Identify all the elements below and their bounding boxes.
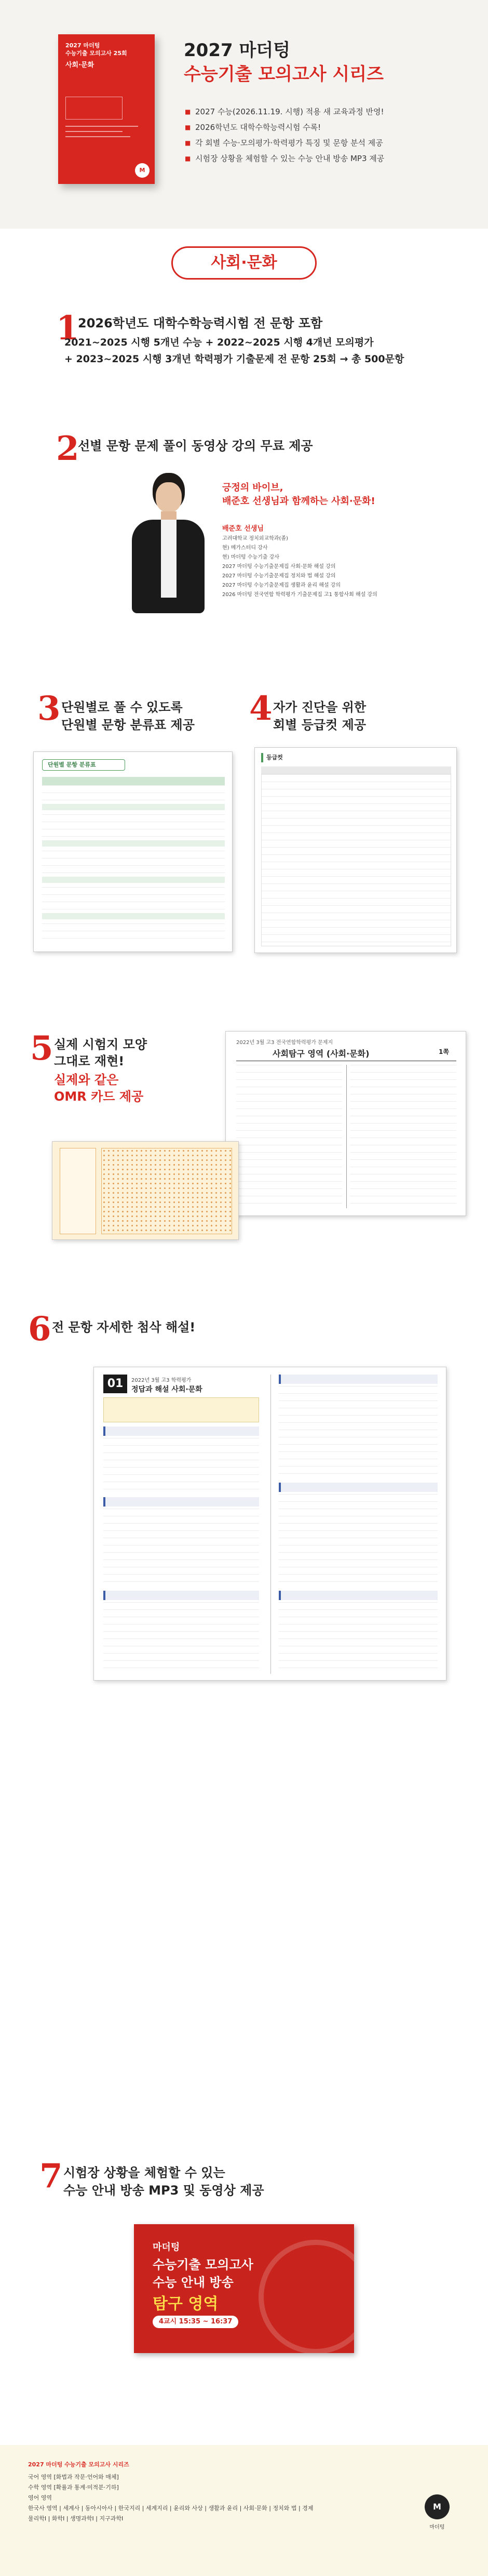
title-line: 자가 진단을 위한 [273, 700, 366, 715]
title-line: 시험장 상황을 체험할 수 있는 [63, 2165, 225, 2180]
section-body-line: + 2023~2025 시행 3개년 학력평가 기출문제 전 문항 25회 → 총 500문항 [64, 353, 404, 365]
teacher-info-item: 현) 메가스터디 강사 [222, 545, 268, 551]
book-cover-line [65, 131, 123, 132]
brand-logo-text: 마더텅 [429, 2525, 445, 2530]
footer-line: 물리학Ⅰ | 화학Ⅰ | 생명과학Ⅰ | 지구과학Ⅰ [28, 2515, 124, 2522]
section-number: 7 [39, 2157, 63, 2196]
table-group-row [42, 840, 225, 847]
explanation-text [279, 1494, 438, 1588]
brand-logo-icon: M [425, 2494, 450, 2519]
exam-page: 1쪽 [439, 1048, 449, 1055]
exam-header: 2022년 3월 고3 전국연합학력평가 문제지 [236, 1040, 333, 1046]
exam-title: 사회탐구 영역 (사회·문화) [273, 1049, 370, 1059]
question-bar [103, 1497, 259, 1507]
section-title [273, 698, 366, 734]
classification-table-card [33, 751, 233, 952]
answer-table [103, 1397, 259, 1422]
grade-cut-card [254, 747, 457, 953]
feature-item: ■ 2027 수능(2026.11.19. 시행) 적용 새 교육과정 반영! [185, 104, 384, 120]
book-subject: 사회·문화 [65, 61, 94, 69]
teacher-quote [222, 481, 375, 508]
solution-number: 01 [103, 1375, 127, 1393]
divider [346, 1065, 347, 1208]
table-group-row [42, 877, 225, 883]
footer-title: 2027 마더텅 수능기출 모의고사 시리즈 [28, 2461, 129, 2468]
footer-line: 영어 영역 [28, 2494, 52, 2501]
poster-brand: 마더텅 [153, 2242, 180, 2253]
teacher-info-item: 2027 마더텅 수능기출문제집 생활과 윤리 해설 강의 [222, 583, 341, 588]
section-title [63, 2164, 264, 2199]
book-cover-line [65, 136, 130, 137]
subject-pill: 사회·문화 [171, 246, 317, 280]
title-line: 단원별 문항 분류표 제공 [61, 718, 195, 732]
card-title: 등급컷 [261, 753, 303, 762]
solution-card [93, 1367, 446, 1681]
feature-item: ■ 2026학년도 대학수학능력시험 수록! [185, 120, 384, 135]
exam-column-left [236, 1065, 342, 1208]
clock-icon [259, 2240, 354, 2353]
title-line: OMR 카드 제공 [54, 1089, 144, 1104]
book-badge: 2027 마더텅 수능기출 모의고사 25회 [65, 42, 127, 57]
footer-line: 한국사 영역 | 세계사 | 동아시아사 | 한국지리 | 세계지리 | 윤리와 사상 | 생활과 윤리 | 사회·문화 | 정치와 법 | 경제 [28, 2505, 314, 2512]
section-number: 4 [249, 689, 273, 728]
title-line: 실제와 같은 [54, 1073, 119, 1087]
explanation-text [279, 1602, 438, 1675]
section-title [54, 1036, 147, 1105]
section-title [61, 698, 195, 734]
footer-line: 수학 영역 [확률과 통계·미적분·기하] [28, 2484, 119, 2491]
title-line: 그대로 재현! [54, 1054, 125, 1068]
teacher-info-item: 2027 마더텅 수능기출문제집 정치와 법 해설 강의 [222, 573, 336, 579]
poster-time: 4교시 15:35 ~ 16:37 [153, 2316, 238, 2328]
table-header [261, 767, 451, 774]
question-bar [103, 1591, 259, 1600]
table-header [42, 777, 225, 785]
poster-title: 수능 안내 방송 [153, 2275, 234, 2290]
teacher-name: 배준호 선생님 [222, 525, 264, 533]
feature-item: ■ 각 회별 수능·모의평가·학력평가 특징 및 문항 분석 제공 [185, 135, 384, 151]
title-line: 단원별로 풀 수 있도록 [61, 700, 183, 715]
page-title [184, 38, 384, 86]
teacher-info [222, 534, 377, 600]
book-cover-box [65, 97, 123, 120]
book-logo-icon: M [135, 163, 150, 178]
teacher-info-item: 고려대학교 정치외교학과(졸) [222, 536, 288, 541]
section-body-line: 2021~2025 시행 5개년 수능 + 2022~2025 시행 4개년 모의평가 [64, 337, 374, 348]
table-group-row [42, 804, 225, 810]
quote-line: 긍정의 바이브, [222, 482, 283, 493]
feature-item: ■ 시험장 상황을 체험할 수 있는 수능 안내 방송 MP3 제공 [185, 151, 384, 166]
card-title: 단원별 문항 분류표 [42, 759, 125, 771]
explanation-text [103, 1438, 259, 1494]
omr-card [52, 1141, 239, 1240]
exam-column-right [350, 1065, 456, 1208]
section-number: 2 [56, 429, 79, 468]
feature-list [185, 104, 384, 166]
explanation-text [279, 1386, 438, 1479]
section-number: 6 [28, 1310, 51, 1349]
section-title: 전 문항 자세한 첨삭 해설! [52, 1320, 196, 1335]
poster-subject: 탐구 영역 [153, 2295, 219, 2313]
title-line: 회별 등급컷 제공 [273, 718, 366, 732]
book-cover-line [65, 126, 138, 127]
table-group-row [42, 913, 225, 919]
teacher-info-item: 2026 마더텅 전국연합 학력평가 기출문제집 고1 통합사회 해설 강의 [222, 592, 377, 598]
solution-title: 정답과 해설 사회·문화 [131, 1385, 202, 1394]
omr-info-column [60, 1148, 96, 1234]
teacher-info-item: 현) 마더텅 수능기출 강사 [222, 554, 280, 560]
table-body [261, 774, 451, 946]
quote-line: 배준호 선생님과 함께하는 사회·문화! [222, 496, 375, 507]
solution-header: 2022년 3월 고3 학력평가 [131, 1378, 192, 1383]
explanation-text [103, 1509, 259, 1587]
divider [270, 1375, 271, 1674]
question-bar [279, 1591, 438, 1600]
section-title: 2026학년도 대학수학능력시험 전 문항 포함 [78, 316, 323, 331]
section-number: 5 [30, 1029, 53, 1068]
section-number: 1 [56, 309, 79, 348]
poster-title: 수능기출 모의고사 [153, 2257, 253, 2272]
teacher-photo [116, 468, 220, 624]
question-bar [279, 1483, 438, 1492]
omr-bubbles [101, 1148, 232, 1234]
title-line-1: 2027 마더텅 [184, 40, 290, 61]
teacher-info-item: 2027 마더텅 수능기출문제집 사회·문화 해설 강의 [222, 564, 336, 570]
title-line: 수능 안내 방송 MP3 및 동영상 제공 [63, 2183, 264, 2198]
question-bar [279, 1375, 438, 1384]
book-cover [58, 34, 155, 184]
exam-paper-card [225, 1031, 466, 1216]
footer-line: 국어 영역 [화법과 작문·언어와 매체] [28, 2474, 119, 2480]
title-line-2: 수능기출 모의고사 시리즈 [184, 64, 384, 85]
question-bar [103, 1426, 259, 1436]
title-line: 실제 시험지 모양 [54, 1037, 147, 1052]
section-number: 3 [37, 689, 61, 728]
explanation-text [103, 1602, 259, 1675]
mp3-poster [134, 2224, 354, 2353]
section-title: 선별 문항 문제 풀이 동영상 강의 무료 제공 [78, 439, 313, 453]
